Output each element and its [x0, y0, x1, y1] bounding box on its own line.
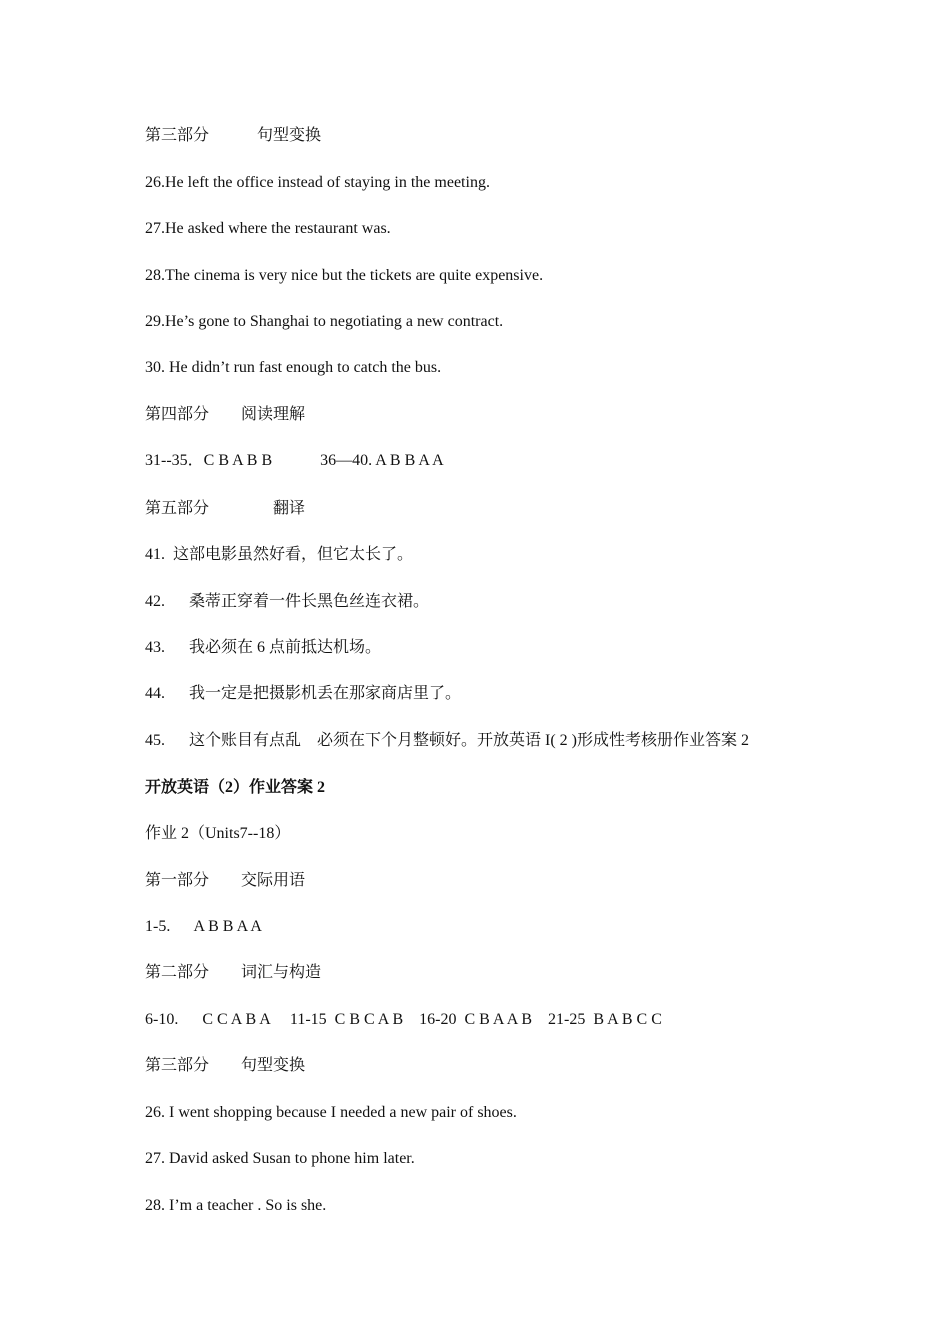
- section-heading-part4: 第四部分 阅读理解: [145, 406, 306, 423]
- section-heading-part3-b: 第三部分 句型变换: [145, 1057, 306, 1074]
- section-heading-part5: 第五部分 翻译: [145, 500, 306, 517]
- answer-line-31-40: 31--35．C B A B B 36—40. A B B A A: [145, 452, 444, 469]
- answer-line-42: 42. 桑蒂正穿着一件长黑色丝连衣裙。: [145, 593, 430, 610]
- answer-line-28-b: 28. I’m a teacher . So is she.: [145, 1197, 327, 1214]
- answer-line-44: 44. 我一定是把摄影机丢在那家商店里了。: [145, 685, 462, 702]
- assignment-subtitle: 作业 2（Units7--18）: [145, 825, 291, 842]
- answer-line-27-b: 27. David asked Susan to phone him later.: [145, 1150, 415, 1167]
- section-heading-part2: 第二部分 词汇与构造: [145, 964, 322, 981]
- answer-line-1-5: 1-5. A B B A A: [145, 918, 262, 935]
- answer-line-45: 45. 这个账目有点乱 必须在下个月整顿好。开放英语 I( 2 )形成性考核册作业答案 2: [145, 732, 749, 749]
- section-heading-part3: 第三部分 句型变换: [145, 127, 322, 144]
- answer-line-26: 26.He left the office instead of staying in the meeting.: [145, 174, 490, 191]
- answer-line-43: 43. 我必须在 6 点前抵达机场。: [145, 639, 382, 656]
- section-heading-part1: 第一部分 交际用语: [145, 872, 306, 889]
- answer-line-30: 30. He didn’t run fast enough to catch the bus.: [145, 359, 442, 376]
- answer-line-6-25: 6-10. C C A B A 11-15 C B C A B 16-20 C B A A B 21-25 B A B C C: [145, 1011, 662, 1028]
- answer-line-27: 27.He asked where the restaurant was.: [145, 220, 391, 237]
- answer-line-28: 28.The cinema is very nice but the tickets are quite expensive.: [145, 267, 544, 284]
- document-title: 开放英语（2）作业答案 2: [145, 779, 326, 796]
- answer-line-41: 41. 这部电影虽然好看，但它太长了。: [145, 546, 414, 563]
- answer-line-29: 29.He’s gone to Shanghai to negotiating a new contract.: [145, 313, 504, 330]
- answer-line-26-b: 26. I went shopping because I needed a new pair of shoes.: [145, 1104, 517, 1121]
